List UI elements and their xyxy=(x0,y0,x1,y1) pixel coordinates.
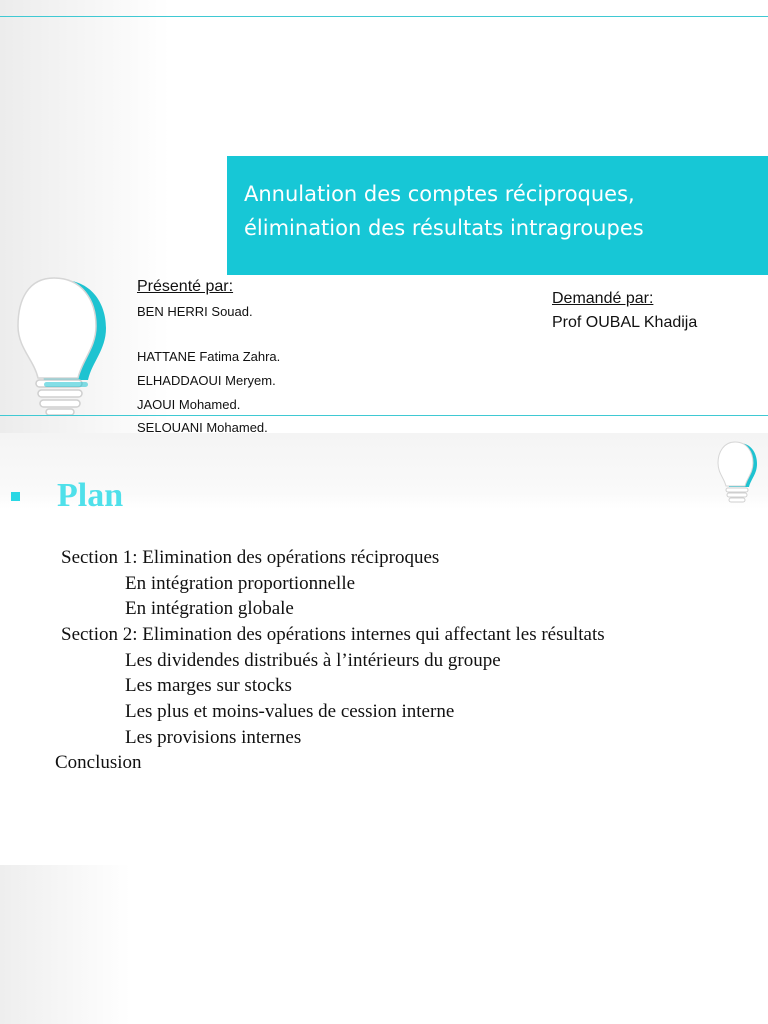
presented-by-heading: Présenté par: xyxy=(137,278,234,295)
title-line-2: élimination des résultats intragroupes xyxy=(244,216,644,240)
top-divider xyxy=(0,16,768,17)
title-banner xyxy=(227,156,768,275)
plan-conclusion-line: Conclusion xyxy=(55,752,142,773)
plan-title: Plan xyxy=(57,477,124,514)
square-bullet-icon xyxy=(11,492,20,501)
lightbulb-icon xyxy=(716,441,758,505)
plan-subitem-line: Les provisions internes xyxy=(125,727,302,748)
plan-section-line: Section 2: Elimination des opérations internes qui affectant les résultats xyxy=(61,624,605,645)
plan-section-line: Section 1: Elimination des opérations réciproques xyxy=(61,547,440,568)
presenter-name: HATTANE Fatima Zahra. xyxy=(137,349,281,364)
title-slide xyxy=(0,0,768,433)
plan-slide xyxy=(0,433,768,1024)
lightbulb-icon xyxy=(12,276,108,420)
presenter-name: ELHADDAOUI Meryem. xyxy=(137,373,276,388)
title-line-1: Annulation des comptes réciproques, xyxy=(244,182,635,206)
plan-subitem-line: Les marges sur stocks xyxy=(125,675,292,696)
plan-subitem-line: Les plus et moins-values de cession interne xyxy=(125,701,455,722)
plan-subitem-line: En intégration globale xyxy=(125,598,294,619)
presenter-name: BEN HERRI Souad. xyxy=(137,304,253,319)
plan-subitem-line: Les dividendes distribués à l’intérieurs du groupe xyxy=(125,650,501,671)
requested-by-heading: Demandé par: xyxy=(552,290,654,307)
plan-subitem-line: En intégration proportionnelle xyxy=(125,573,356,594)
requested-by-name: Prof OUBAL Khadija xyxy=(552,314,698,331)
corner-shade xyxy=(0,865,130,1024)
presenter-name: SELOUANI Mohamed. xyxy=(137,420,268,433)
presenter-name: JAOUI Mohamed. xyxy=(137,397,241,412)
bottom-divider xyxy=(0,415,768,416)
